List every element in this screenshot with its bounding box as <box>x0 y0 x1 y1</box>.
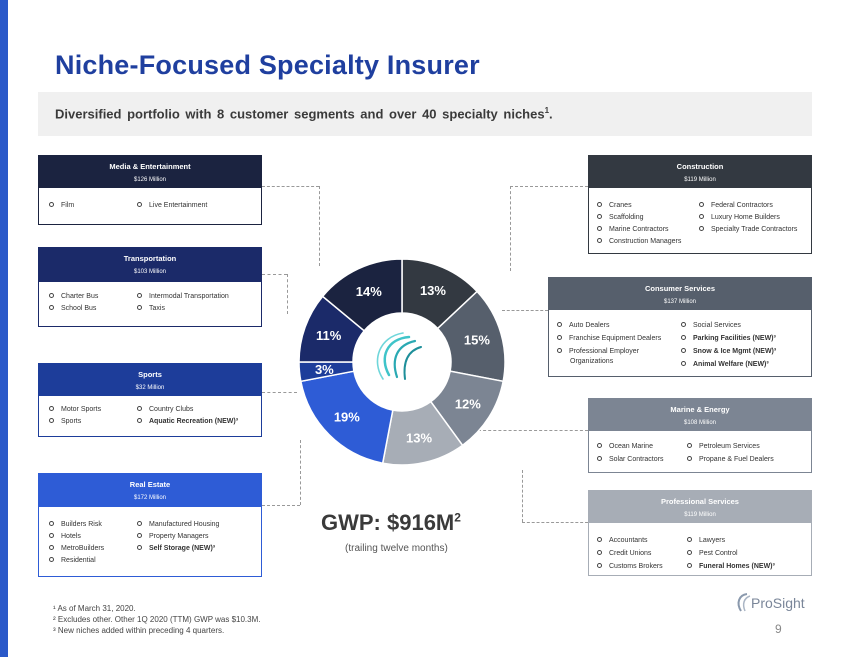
connector-sports <box>262 392 297 393</box>
donut-slice-label: 14% <box>355 283 382 299</box>
niche-item: Luxury Home Builders <box>699 214 780 221</box>
gwp-total: GWP: $\$916M^2$ <box>321 510 461 535</box>
donut-slice-label: 3% <box>314 361 334 377</box>
connector-construction-v <box>510 186 511 271</box>
niche-item: Petroleum Services <box>687 443 760 450</box>
segment-construction <box>588 155 812 254</box>
donut-slice-label: 13% <box>405 430 433 446</box>
niche-item: Specialty Trade Contractors <box>699 226 797 233</box>
page-number: 9 <box>775 622 782 636</box>
niche-item: Country Clubs <box>137 406 193 413</box>
segment-value: $32 Million <box>135 384 165 391</box>
subtitle: Diversified portfolio with 8 customer segments and over 40 specialty niches$^1$. <box>55 106 553 122</box>
niche-item: MetroBuilders <box>49 545 104 552</box>
niche-item: Solar Contractors <box>597 456 663 463</box>
gwp-donut-chart <box>297 257 507 467</box>
segment-name: Professional Services <box>661 497 739 506</box>
connector-consumer <box>502 310 548 311</box>
donut-slice-label: 11% <box>315 328 342 344</box>
donut-slice-label: 15% <box>463 332 490 348</box>
segment-name: Construction <box>676 162 724 171</box>
segment-value: $119 Million <box>684 511 716 518</box>
niche-item: Property Managers <box>137 533 209 540</box>
segment-name: Sports <box>138 370 162 379</box>
connector-transportation <box>262 274 287 275</box>
segment-name: Marine & Energy <box>670 405 730 414</box>
segment-sports <box>38 363 262 437</box>
segment-value: $119 Million <box>684 176 716 183</box>
segment-header <box>39 248 261 282</box>
niche-item: Live Entertainment <box>137 202 207 209</box>
connector-media-v <box>319 186 320 266</box>
segment-professional <box>588 490 812 576</box>
niche-item: Customs Brokers <box>597 563 663 570</box>
subtitle-banner <box>38 92 812 136</box>
niche-item: Propane & Fuel Dealers <box>687 456 774 463</box>
niche-item: Marine Contractors <box>597 226 669 233</box>
niche-item: Intermodal Transportation <box>137 293 229 300</box>
niche-item: Aquatic Recreation (NEW)³ <box>137 418 238 425</box>
segment-name: Consumer Services <box>644 284 716 293</box>
niche-item: Sports <box>49 418 81 425</box>
niche-item: Pest Control <box>687 550 738 557</box>
segment-consumer <box>548 277 812 377</box>
donut-hole <box>353 313 451 411</box>
connector-professional-v <box>522 470 523 522</box>
segment-header <box>549 278 811 310</box>
prosight-logo <box>735 591 815 616</box>
niche-item: Snow & Ice Mgmt (NEW)³ <box>681 348 776 355</box>
connector-transportation-v <box>287 274 288 314</box>
segment-value: $137 Million <box>663 298 697 305</box>
segment-value: $126 Million <box>133 176 167 183</box>
segment-name: Media & Entertainment <box>109 162 191 171</box>
segment-media <box>38 155 262 225</box>
niche-item: Self Storage (NEW)³ <box>137 545 215 552</box>
niche-item-continued: Organizations <box>570 358 614 365</box>
segment-transportation <box>38 247 262 327</box>
segment-header <box>589 399 811 431</box>
niche-item: Federal Contractors <box>699 202 773 209</box>
niche-item: Film <box>49 202 74 209</box>
niche-item: Builders Risk <box>49 521 102 528</box>
segment-name: Real Estate <box>129 480 171 489</box>
svg-text:ProSight: ProSight <box>751 595 805 611</box>
segment-value: $103 Million <box>133 268 167 275</box>
niche-item: Manufactured Housing <box>137 521 219 528</box>
accent-bar <box>0 0 8 657</box>
connector-construction <box>510 186 588 187</box>
gwp-period-note: (trailing twelve months) <box>345 543 448 554</box>
connector-professional <box>522 522 588 523</box>
footnote: ² Excludes other. Other 1Q 2020 (TTM) GWP was $10.3M. <box>53 615 261 624</box>
niche-item: Construction Managers <box>597 238 681 245</box>
niche-item: Cranes <box>597 202 632 209</box>
segment-header <box>589 156 811 188</box>
niche-item: Taxis <box>137 305 165 312</box>
niche-item: Social Services <box>681 322 741 329</box>
segment-header <box>39 364 261 396</box>
segment-name: Transportation <box>123 254 177 263</box>
niche-item: Hotels <box>49 533 81 540</box>
segment-header <box>589 491 811 523</box>
niche-item: Ocean Marine <box>597 443 653 450</box>
niche-item: Motor Sports <box>49 406 101 413</box>
segment-header <box>39 156 261 188</box>
niche-item: Accountants <box>597 537 648 544</box>
connector-realestate <box>262 505 300 506</box>
segment-value: $172 Million <box>133 494 167 501</box>
footnote: ¹ As of March 31, 2020. <box>53 604 136 613</box>
niche-item: Charter Bus <box>49 293 98 300</box>
footnote: ³ New niches added within preceding 4 quarters. <box>53 626 225 635</box>
niche-item: Animal Welfare (NEW)³ <box>681 361 769 368</box>
connector-media <box>262 186 319 187</box>
niche-item: School Bus <box>49 305 96 312</box>
niche-item: Franchise Equipment Dealers <box>557 335 661 342</box>
segment-marine <box>588 398 812 473</box>
niche-item: Credit Unions <box>597 550 651 557</box>
segment-header <box>39 474 261 507</box>
niche-item: Residential <box>49 557 96 564</box>
donut-slice-label: 13% <box>419 282 446 298</box>
segment-realestate <box>38 473 262 577</box>
donut-slice-label: 19% <box>333 409 360 425</box>
niche-item: Funeral Homes (NEW)³ <box>687 563 775 570</box>
logo-swirl-icon <box>735 591 815 616</box>
donut-slice-label: 12% <box>454 396 481 412</box>
niche-item: Parking Facilities (NEW)³ <box>681 335 776 342</box>
niche-item: Auto Dealers <box>557 322 609 329</box>
niche-item: Professional Employer <box>557 348 639 355</box>
niche-item: Lawyers <box>687 537 725 544</box>
segment-value: $108 Million <box>683 419 717 426</box>
niche-item: Scaffolding <box>597 214 644 221</box>
page-title: Niche-Focused Specialty Insurer <box>55 50 480 80</box>
